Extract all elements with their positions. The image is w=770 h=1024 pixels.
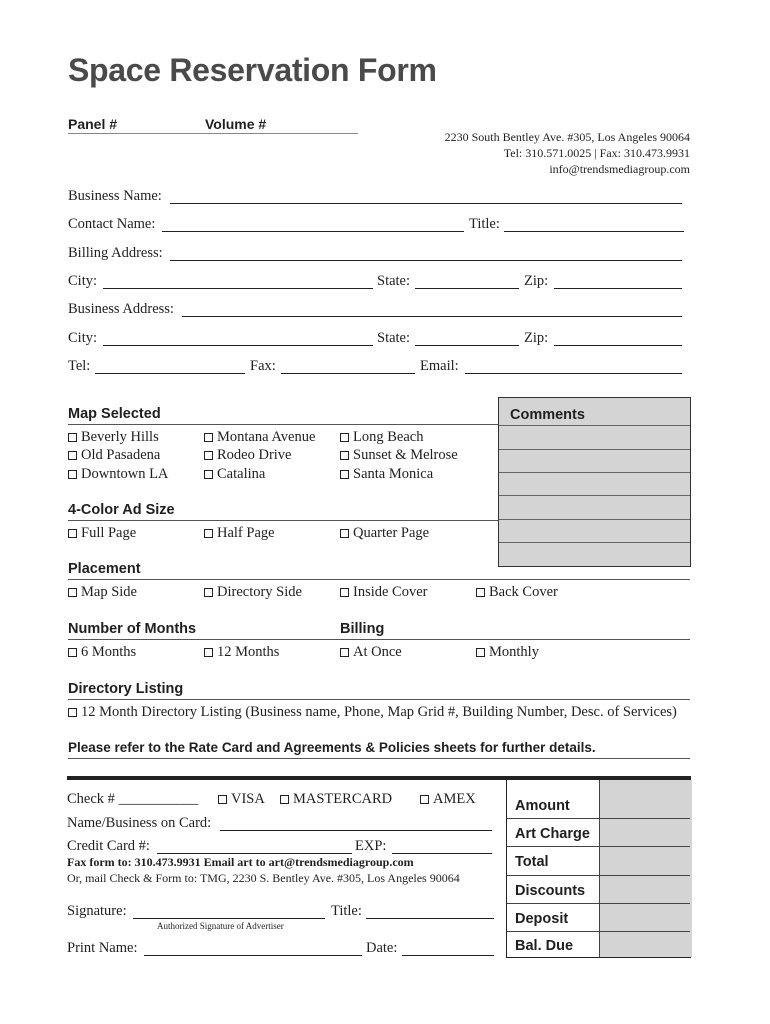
tel-label: Tel:: [68, 358, 91, 374]
option-label: Downtown LA: [81, 466, 169, 482]
sig-title-label: Title:: [331, 903, 362, 919]
totals-divider: [507, 903, 690, 904]
state-field[interactable]: [415, 288, 519, 289]
comments-line: [499, 542, 690, 543]
checkbox[interactable]: [68, 433, 77, 442]
section-rule: [68, 758, 690, 759]
zip-label-2: Zip:: [524, 330, 549, 346]
art-charge-label: Art Charge: [515, 826, 590, 842]
comments-line: [499, 472, 690, 473]
date-label: Date:: [366, 940, 398, 956]
comments-heading: Comments: [510, 407, 585, 423]
checkbox[interactable]: [280, 795, 289, 804]
address-line: 2230 South Bentley Ave. #305, Los Angeles 90064: [444, 130, 690, 144]
directory-option[interactable]: [68, 704, 677, 721]
option-label: Catalina: [217, 466, 266, 482]
checkbox[interactable]: [340, 451, 349, 460]
city-label: City:: [68, 273, 98, 289]
print-name-label: Print Name:: [67, 940, 138, 956]
placement-option[interactable]: [340, 584, 428, 601]
map-option[interactable]: [340, 447, 458, 464]
option-label: 12 Month Directory Listing (Business name, Phone, Map Grid #, Building Number, Desc. of Services): [81, 704, 677, 720]
total-label: Total: [515, 854, 549, 870]
section-rule: [68, 424, 498, 425]
print-name-field[interactable]: [144, 955, 362, 956]
amount-label: Amount: [515, 798, 570, 814]
exp-field[interactable]: [392, 853, 492, 854]
months-option[interactable]: [204, 644, 279, 661]
city-label-2: City:: [68, 330, 98, 346]
business-name-field[interactable]: [170, 203, 682, 204]
directory-heading: Directory Listing: [68, 681, 184, 697]
signature-label: Signature:: [67, 903, 127, 919]
city-field[interactable]: [103, 288, 373, 289]
zip-label: Zip:: [524, 273, 549, 289]
city-field-2[interactable]: [103, 345, 373, 346]
state-label-2: State:: [377, 330, 411, 346]
checkbox[interactable]: [68, 529, 77, 538]
signature-caption: Authorized Signature of Advertiser: [157, 921, 284, 931]
email-field[interactable]: [465, 373, 682, 374]
checkbox[interactable]: [68, 588, 77, 597]
zip-field-2[interactable]: [554, 345, 682, 346]
map-option[interactable]: [204, 429, 315, 446]
checkbox[interactable]: [68, 470, 77, 479]
map-option[interactable]: [204, 466, 265, 483]
ad-size-heading: 4-Color Ad Size: [68, 502, 175, 518]
option-label: AMEX: [433, 791, 476, 807]
check-number-field[interactable]: Check # ___________: [67, 791, 199, 807]
option-label: Map Side: [81, 584, 137, 600]
section-rule: [68, 639, 690, 640]
billing-heading: Billing: [340, 621, 385, 637]
section-rule: [68, 520, 498, 521]
checkbox[interactable]: [204, 470, 213, 479]
checkbox[interactable]: [420, 795, 429, 804]
mail-note: Or, mail Check & Form to: TMG, 2230 S. Bentley Ave. #305, Los Angeles 90064: [67, 871, 460, 885]
checkbox[interactable]: [204, 451, 213, 460]
checkbox[interactable]: [68, 708, 77, 717]
rate-card-notice: Please refer to the Rate Card and Agreements & Policies sheets for further details.: [68, 740, 596, 755]
signature-field[interactable]: [133, 918, 325, 919]
checkbox[interactable]: [340, 470, 349, 479]
option-label: Santa Monica: [353, 466, 434, 482]
option-label: Inside Cover: [353, 584, 428, 600]
billing-option[interactable]: [340, 644, 402, 661]
checkbox[interactable]: [340, 648, 349, 657]
sig-title-field[interactable]: [366, 918, 494, 919]
option-label: 12 Months: [217, 644, 280, 660]
comments-line: [499, 495, 690, 496]
option-label: 6 Months: [81, 644, 137, 660]
totals-table: [506, 780, 691, 958]
state-label: State:: [377, 273, 411, 289]
checkbox[interactable]: [340, 588, 349, 597]
option-label: Rodeo Drive: [217, 447, 292, 463]
panel-volume-rule: [68, 133, 358, 134]
ad-size-option[interactable]: [68, 525, 136, 542]
comments-line: [499, 519, 690, 520]
amex-option[interactable]: [420, 791, 476, 808]
business-address-label: Business Address:: [68, 301, 174, 317]
exp-label: EXP:: [355, 838, 387, 854]
business-name-label: Business Name:: [68, 188, 162, 204]
checkbox[interactable]: [476, 648, 485, 657]
state-field-2[interactable]: [415, 345, 519, 346]
option-label: Old Pasadena: [81, 447, 161, 463]
totals-divider: [507, 875, 690, 876]
deposit-label: Deposit: [515, 911, 569, 927]
contact-name-field[interactable]: [162, 231, 464, 232]
option-label: Quarter Page: [353, 525, 430, 541]
checkbox[interactable]: [476, 588, 485, 597]
billing-option[interactable]: [476, 644, 539, 661]
checkbox[interactable]: [204, 433, 213, 442]
checkbox[interactable]: [204, 529, 213, 538]
comments-line: [499, 449, 690, 450]
comments-box[interactable]: [498, 397, 691, 567]
contact-name-label: Contact Name:: [68, 216, 156, 232]
name-on-card-field[interactable]: [220, 830, 492, 831]
fax-field[interactable]: [281, 373, 415, 374]
title-label: Title:: [469, 216, 500, 232]
option-label: Back Cover: [489, 584, 558, 600]
fax-email-note: Fax form to: 310.473.9931 Email art to art@trendsmediagroup.com: [67, 855, 414, 869]
checkbox[interactable]: [340, 529, 349, 538]
section-rule: [68, 699, 690, 700]
months-heading: Number of Months: [68, 621, 197, 637]
placement-option[interactable]: [68, 584, 137, 601]
name-on-card-label: Name/Business on Card:: [67, 815, 212, 831]
option-label: Beverly Hills: [81, 429, 159, 445]
tel-field[interactable]: [95, 373, 245, 374]
option-label: Directory Side: [217, 584, 302, 600]
fax-label: Fax:: [250, 358, 276, 374]
option-label: Full Page: [81, 525, 137, 541]
months-option[interactable]: [68, 644, 136, 661]
title-field[interactable]: [504, 231, 684, 232]
mastercard-option[interactable]: [280, 791, 392, 808]
placement-heading: Placement: [68, 561, 141, 577]
map-option[interactable]: [340, 429, 423, 446]
bal-due-label: Bal. Due: [515, 938, 574, 954]
billing-address-label: Billing Address:: [68, 245, 163, 261]
option-label: Montana Avenue: [217, 429, 316, 445]
map-option[interactable]: [68, 429, 159, 446]
option-label: At Once: [353, 644, 402, 660]
totals-divider: [507, 846, 690, 847]
checkbox[interactable]: [204, 648, 213, 657]
ad-size-option[interactable]: [340, 525, 429, 542]
phone-line: Tel: 310.571.0025 | Fax: 310.473.9931: [503, 146, 690, 160]
email-label: Email:: [420, 358, 459, 374]
placement-option[interactable]: [204, 584, 302, 601]
option-label: VISA: [231, 791, 265, 807]
section-rule: [68, 579, 690, 580]
checkbox[interactable]: [340, 433, 349, 442]
comments-line: [499, 425, 690, 426]
company-address: [445, 129, 690, 177]
zip-field[interactable]: [554, 288, 682, 289]
totals-divider: [507, 818, 690, 819]
option-label: Sunset & Melrose: [353, 447, 458, 463]
map-selected-heading: Map Selected: [68, 406, 161, 422]
credit-card-label: Credit Card #:: [67, 838, 150, 854]
map-option[interactable]: [68, 466, 168, 483]
checkbox[interactable]: [68, 451, 77, 460]
placement-option[interactable]: [476, 584, 558, 601]
option-label: Half Page: [217, 525, 275, 541]
option-label: MASTERCARD: [293, 791, 393, 807]
checkbox[interactable]: [68, 648, 77, 657]
page-title: Space Reservation Form: [68, 52, 437, 88]
panel-label: Panel #: [68, 116, 118, 132]
map-option[interactable]: [340, 466, 433, 483]
credit-card-field[interactable]: [157, 853, 352, 854]
map-option[interactable]: [204, 447, 292, 464]
date-field[interactable]: [402, 955, 494, 956]
checkbox[interactable]: [218, 795, 227, 804]
checkbox[interactable]: [204, 588, 213, 597]
totals-divider: [507, 931, 690, 932]
discounts-label: Discounts: [515, 883, 586, 899]
business-address-field[interactable]: [182, 316, 682, 317]
volume-label: Volume #: [205, 116, 267, 132]
option-label: Long Beach: [353, 429, 424, 445]
ad-size-option[interactable]: [204, 525, 275, 542]
email-line: info@trendsmediagroup.com: [549, 162, 690, 176]
visa-option[interactable]: [218, 791, 265, 808]
map-option[interactable]: [68, 447, 160, 464]
option-label: Monthly: [489, 644, 539, 660]
billing-address-field[interactable]: [170, 260, 682, 261]
